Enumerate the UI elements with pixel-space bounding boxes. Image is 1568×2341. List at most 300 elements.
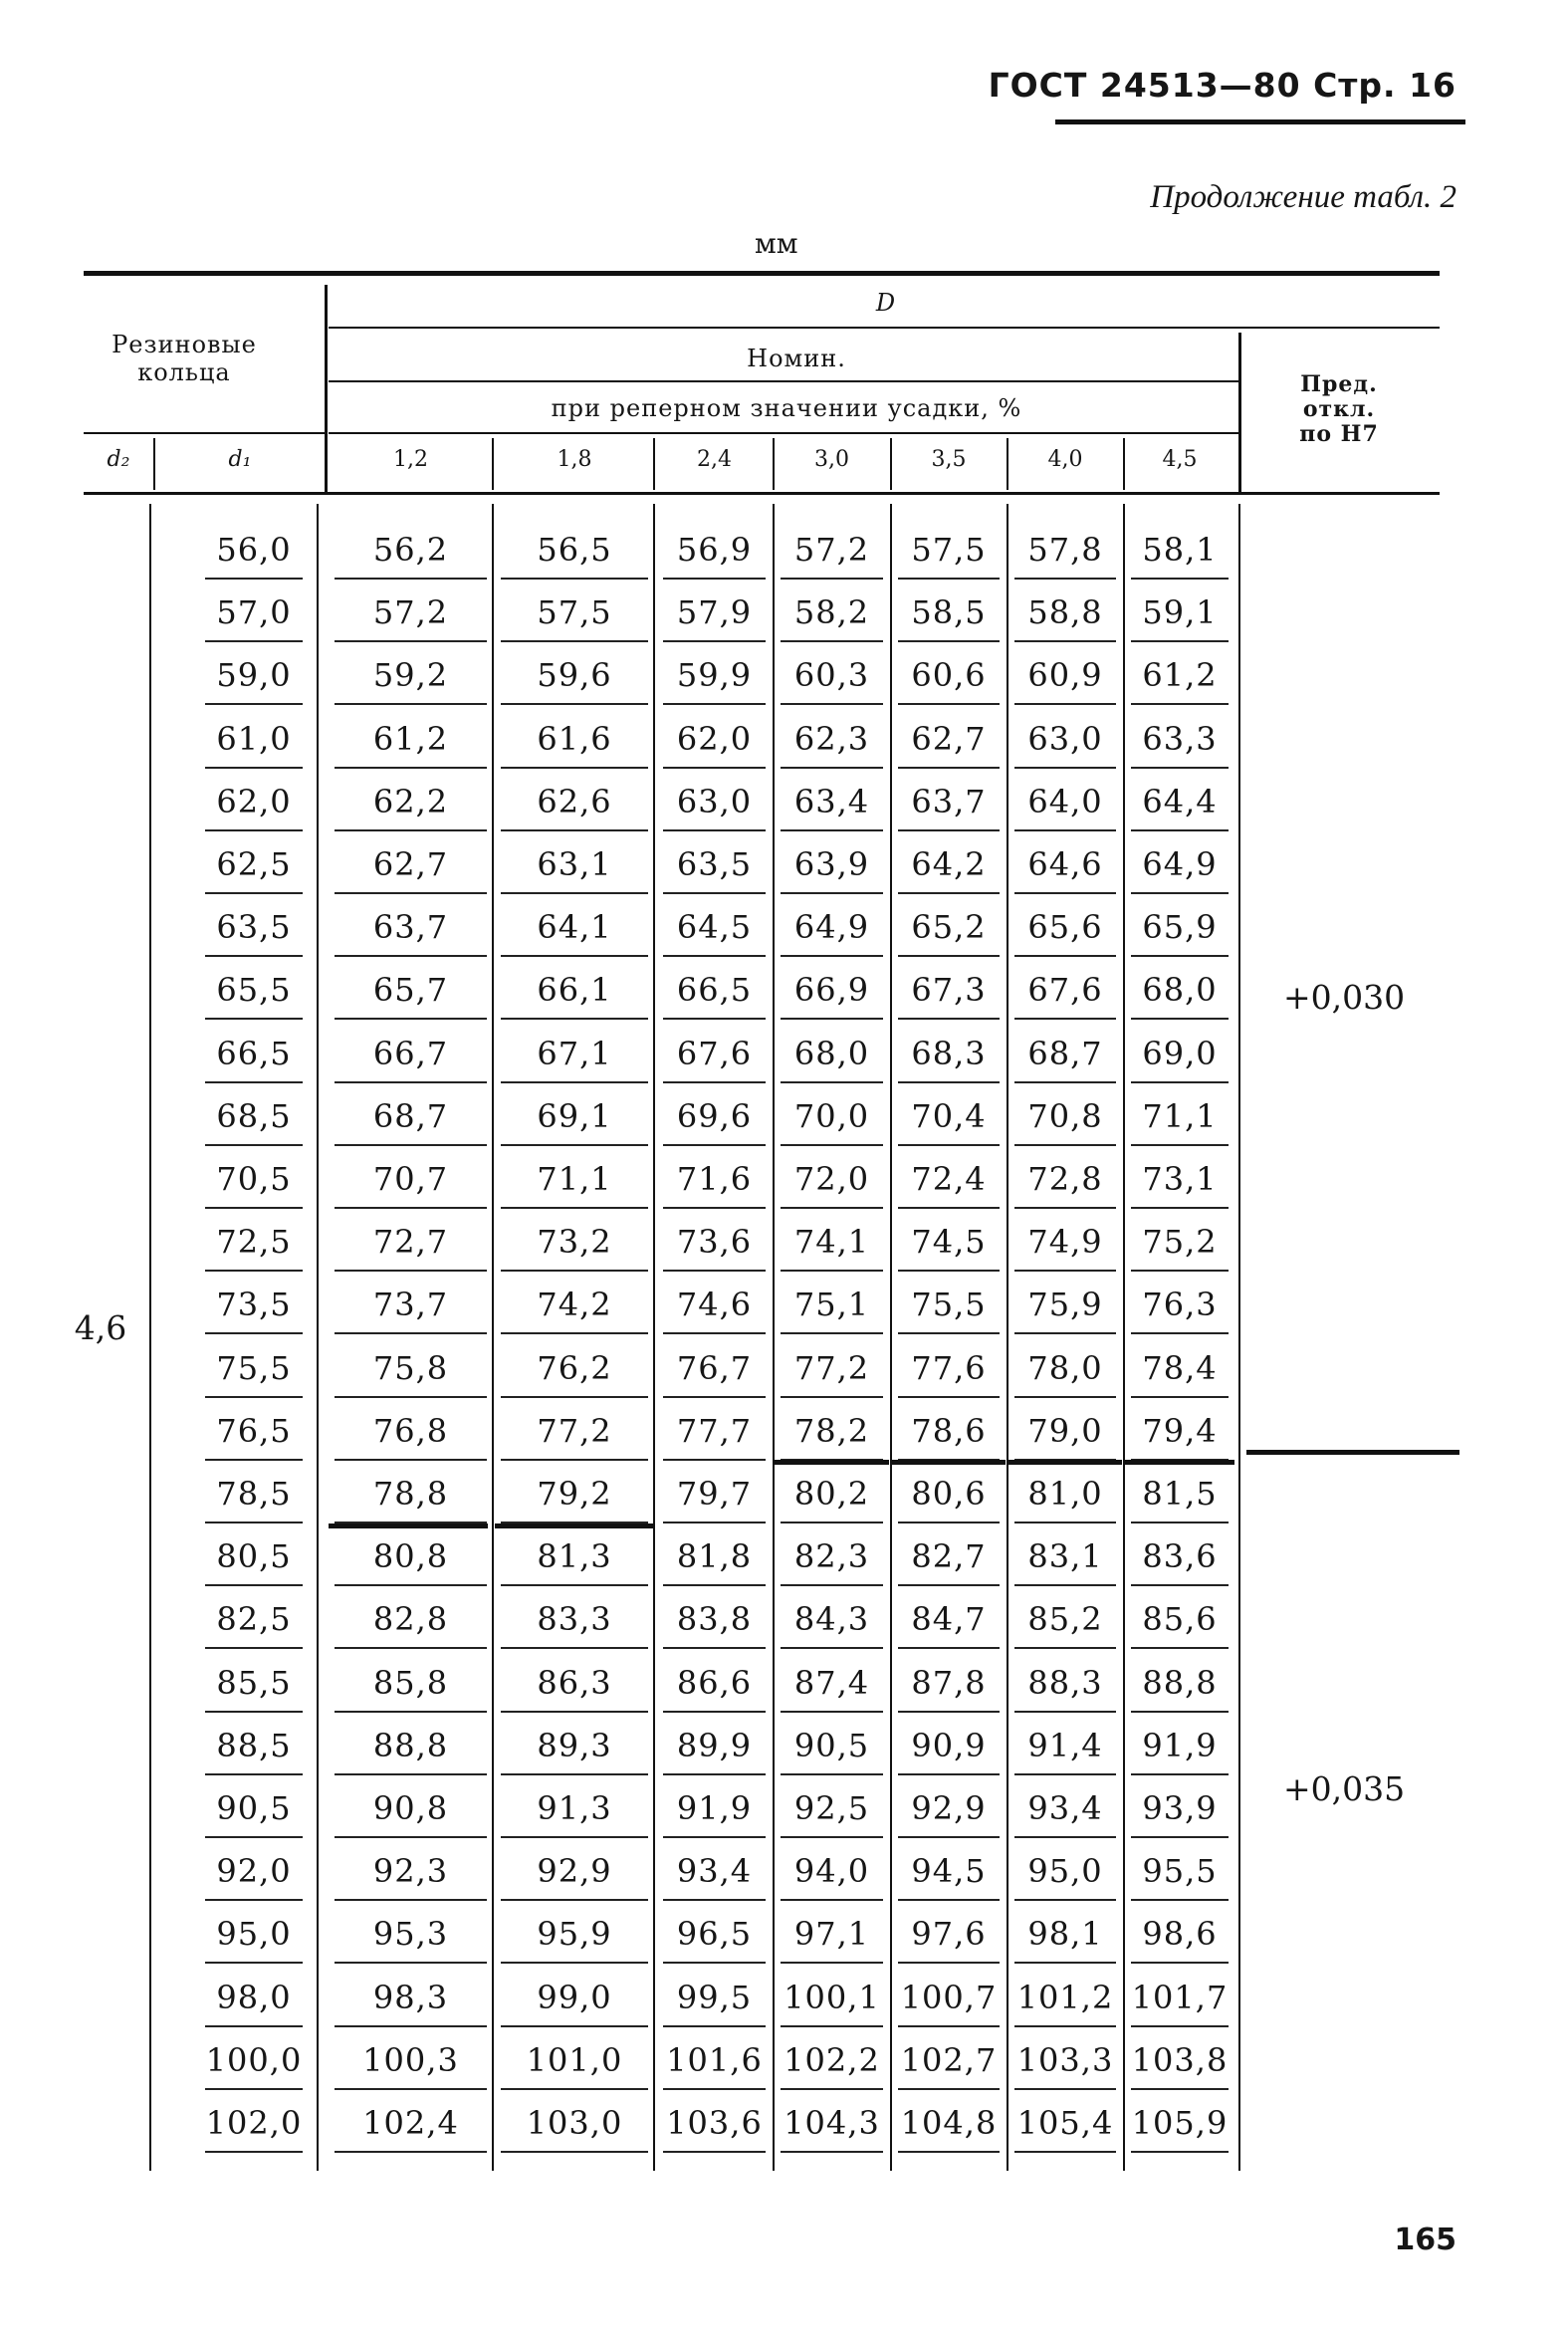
nominal-d-cell: 92,5	[793, 1789, 870, 1827]
column-rule	[317, 504, 319, 2171]
nominal-d-cell: 76,3	[1142, 1286, 1218, 1324]
nominal-d-cell: 84,3	[793, 1600, 870, 1639]
cell-underline	[1131, 1396, 1229, 1398]
nominal-d-cell: 74,5	[911, 1223, 987, 1262]
cell-underline	[1131, 2151, 1229, 2153]
nominal-d-cell: 64,9	[1142, 845, 1218, 883]
cell-underline	[501, 1773, 648, 1775]
cell-underline	[1131, 1522, 1229, 1523]
nominal-d-cell: 57,2	[372, 593, 449, 632]
cell-underline	[1014, 1018, 1116, 1020]
nominal-d-cell: 96,5	[676, 1915, 753, 1954]
nominal-d-cell: 63,0	[1027, 719, 1103, 758]
d1-cell: 80,5	[216, 1537, 292, 1576]
cell-underline	[781, 1207, 883, 1209]
nominal-d-cell: 86,6	[676, 1663, 753, 1702]
nominal-d-cell: 85,2	[1027, 1600, 1103, 1639]
cell-underline	[335, 703, 487, 705]
cell-underline	[663, 955, 766, 957]
cell-underline	[898, 1647, 1000, 1649]
d1-cell: 65,5	[216, 971, 292, 1010]
cell-underline	[205, 703, 303, 705]
cell-underline	[781, 578, 883, 580]
cell-underline	[335, 1081, 487, 1083]
cell-underline	[663, 1773, 766, 1775]
nominal-d-cell: 59,9	[676, 656, 753, 695]
nominal-d-cell: 78,0	[1027, 1348, 1103, 1387]
cell-underline	[335, 2025, 487, 2027]
nominal-d-cell: 85,6	[1142, 1600, 1218, 1639]
cell-underline	[663, 1459, 766, 1461]
nominal-d-cell: 100,7	[900, 1978, 998, 2016]
nominal-d-cell: 77,7	[676, 1411, 753, 1450]
nominal-d-cell: 95,0	[1027, 1852, 1103, 1891]
shrinkage-header-divider	[1007, 438, 1008, 490]
cell-underline	[898, 1396, 1000, 1398]
tolerance-step-line	[495, 1523, 654, 1528]
nominal-d-cell: 98,1	[1027, 1915, 1103, 1954]
cell-underline	[335, 1396, 487, 1398]
cell-underline	[781, 1332, 883, 1334]
shrinkage-header-divider	[1123, 438, 1125, 490]
nominal-d-cell: 68,0	[793, 1034, 870, 1072]
cell-underline	[781, 2025, 883, 2027]
d1-cell: 63,5	[216, 908, 292, 947]
nominal-d-cell: 69,6	[676, 1096, 753, 1135]
cell-underline	[501, 1270, 648, 1272]
nominal-d-cell: 105,9	[1131, 2104, 1229, 2142]
cell-underline	[335, 1836, 487, 1838]
cell-underline	[1131, 2088, 1229, 2090]
cell-underline	[205, 1773, 303, 1775]
cell-underline	[205, 1647, 303, 1649]
cell-underline	[501, 1018, 648, 1020]
cell-underline	[898, 1962, 1000, 1964]
shrinkage-col-header: 1,2	[393, 447, 428, 472]
nominal-d-cell: 70,4	[911, 1096, 987, 1135]
shrinkage-header-divider	[492, 438, 494, 490]
nominal-d-cell: 89,3	[537, 1726, 612, 1764]
cell-underline	[335, 1207, 487, 1209]
nominal-d-cell: 72,0	[793, 1160, 870, 1198]
cell-underline	[1131, 1836, 1229, 1838]
cell-underline	[1131, 1584, 1229, 1586]
cell-underline	[501, 1899, 648, 1901]
cell-underline	[1131, 1144, 1229, 1146]
nominal-d-cell: 69,1	[537, 1096, 612, 1135]
nominal-d-cell: 73,2	[537, 1223, 612, 1262]
cell-underline	[335, 1899, 487, 1901]
cell-underline	[898, 1899, 1000, 1901]
cell-underline	[663, 829, 766, 831]
cell-underline	[501, 578, 648, 580]
nominal-d-cell: 68,7	[1027, 1034, 1103, 1072]
cell-underline	[781, 1144, 883, 1146]
cell-underline	[1131, 955, 1229, 957]
nominal-d-cell: 56,2	[372, 531, 449, 569]
nominal-d-cell: 85,8	[372, 1663, 449, 1702]
cell-underline	[335, 2151, 487, 2153]
cell-underline	[501, 955, 648, 957]
nominal-d-cell: 101,2	[1016, 1978, 1114, 2016]
nominal-d-cell: 61,2	[372, 719, 449, 758]
nominal-d-cell: 57,9	[676, 593, 753, 632]
nominal-d-cell: 98,3	[372, 1978, 449, 2016]
nominal-d-cell: 66,1	[537, 971, 612, 1010]
cell-underline	[663, 2151, 766, 2153]
cell-underline	[663, 1899, 766, 1901]
nominal-d-cell: 68,7	[372, 1096, 449, 1135]
nominal-d-cell: 77,6	[911, 1348, 987, 1387]
nominal-d-cell: 58,2	[793, 593, 870, 632]
nominal-d-cell: 58,1	[1142, 531, 1218, 569]
cell-underline	[1014, 1081, 1116, 1083]
cell-underline	[1014, 1270, 1116, 1272]
cell-underline	[205, 767, 303, 769]
cell-underline	[781, 1647, 883, 1649]
d1-cell: 73,5	[216, 1286, 292, 1324]
d1-cell: 98,0	[216, 1978, 292, 2016]
table-caption: Продолжение табл. 2	[1150, 179, 1456, 215]
cell-underline	[1131, 1899, 1229, 1901]
cell-underline	[898, 2088, 1000, 2090]
cell-underline	[501, 1207, 648, 1209]
tolerance-header: Пред. откл. по Н7	[1299, 371, 1379, 447]
cell-underline	[1014, 1711, 1116, 1713]
rings-underline	[84, 432, 325, 434]
cell-underline	[501, 767, 648, 769]
tolerance-step-line	[1125, 1460, 1234, 1465]
cell-underline	[501, 1459, 648, 1461]
header-bottom-rule	[84, 492, 1440, 495]
column-rule	[1238, 504, 1240, 2171]
cell-underline	[335, 640, 487, 642]
tolerance-step-line	[1008, 1460, 1122, 1465]
nominal-d-cell: 59,6	[537, 656, 612, 695]
nominal-d-cell: 65,6	[1027, 908, 1103, 947]
nominal-header: Номин.	[747, 345, 846, 372]
d1-cell: 57,0	[216, 593, 292, 632]
column-rule	[773, 504, 775, 2171]
nominal-d-cell: 92,9	[911, 1789, 987, 1827]
nominal-d-cell: 83,6	[1142, 1537, 1218, 1576]
d1-header: d₁	[228, 447, 252, 472]
nominal-d-cell: 81,5	[1142, 1475, 1218, 1513]
nominal-d-cell: 64,5	[676, 908, 753, 947]
nominal-d-cell: 61,2	[1142, 656, 1218, 695]
cell-underline	[1131, 1081, 1229, 1083]
shrinkage-col-header: 4,0	[1047, 447, 1083, 472]
nominal-d-cell: 63,4	[793, 782, 870, 820]
nominal-d-cell: 80,8	[372, 1537, 449, 1576]
cell-underline	[898, 703, 1000, 705]
cell-underline	[898, 767, 1000, 769]
d1-cell: 100,0	[205, 2040, 303, 2079]
nominal-d-cell: 86,3	[537, 1663, 612, 1702]
d1-cell: 56,0	[216, 531, 292, 569]
nominal-d-cell: 91,9	[676, 1789, 753, 1827]
cell-underline	[205, 892, 303, 894]
cell-underline	[1014, 1396, 1116, 1398]
column-rule	[1007, 504, 1008, 2171]
nominal-d-cell: 77,2	[793, 1348, 870, 1387]
cell-underline	[898, 1773, 1000, 1775]
nominal-d-cell: 68,3	[911, 1034, 987, 1072]
cell-underline	[1131, 578, 1229, 580]
nominal-d-cell: 105,4	[1016, 2104, 1114, 2142]
nominal-d-cell: 78,6	[911, 1411, 987, 1450]
nominal-d-cell: 65,2	[911, 908, 987, 947]
cell-underline	[663, 1332, 766, 1334]
column-rule	[653, 504, 655, 2171]
cell-underline	[205, 1584, 303, 1586]
nominal-d-cell: 62,6	[537, 782, 612, 820]
nominal-d-cell: 92,3	[372, 1852, 449, 1891]
cell-underline	[781, 2088, 883, 2090]
nominal-d-cell: 73,1	[1142, 1160, 1218, 1198]
cell-underline	[781, 1899, 883, 1901]
cell-underline	[1014, 1207, 1116, 1209]
cell-underline	[1014, 1773, 1116, 1775]
nominal-d-cell: 62,3	[793, 719, 870, 758]
cell-underline	[1131, 1207, 1229, 1209]
cell-underline	[663, 1270, 766, 1272]
cell-underline	[335, 1332, 487, 1334]
nominal-d-cell: 72,4	[911, 1160, 987, 1198]
cell-underline	[1131, 1962, 1229, 1964]
nominal-d-cell: 90,8	[372, 1789, 449, 1827]
cell-underline	[335, 2088, 487, 2090]
cell-underline	[205, 1459, 303, 1461]
nominal-d-cell: 81,3	[537, 1537, 612, 1576]
nominal-d-cell: 63,1	[537, 845, 612, 883]
nominal-d-cell: 75,1	[793, 1286, 870, 1324]
nominal-d-cell: 82,7	[911, 1537, 987, 1576]
nominal-d-cell: 66,5	[676, 971, 753, 1010]
nominal-d-cell: 91,3	[537, 1789, 612, 1827]
cell-underline	[781, 892, 883, 894]
d1-cell: 76,5	[216, 1411, 292, 1450]
cell-underline	[335, 1647, 487, 1649]
nominal-d-cell: 74,2	[537, 1286, 612, 1324]
nominal-d-cell: 84,7	[911, 1600, 987, 1639]
column-rule	[890, 504, 892, 2171]
cell-underline	[1131, 1018, 1229, 1020]
cell-underline	[898, 892, 1000, 894]
nominal-d-cell: 62,7	[372, 845, 449, 883]
cell-underline	[781, 1270, 883, 1272]
nominal-d-cell: 92,9	[537, 1852, 612, 1891]
d1-cell: 75,5	[216, 1348, 292, 1387]
nominal-d-cell: 89,9	[676, 1726, 753, 1764]
cell-underline	[663, 1836, 766, 1838]
nominal-d-cell: 67,6	[1027, 971, 1103, 1010]
cell-underline	[781, 955, 883, 957]
cell-underline	[898, 1522, 1000, 1523]
cell-underline	[781, 640, 883, 642]
cell-underline	[501, 829, 648, 831]
nominal-d-cell: 83,3	[537, 1600, 612, 1639]
nominal-d-cell: 66,7	[372, 1034, 449, 1072]
cell-underline	[898, 955, 1000, 957]
rings-header: Резиновые кольца	[112, 331, 257, 386]
nominal-d-cell: 93,9	[1142, 1789, 1218, 1827]
cell-underline	[1014, 703, 1116, 705]
cell-underline	[663, 1711, 766, 1713]
nominal-d-cell: 97,1	[793, 1915, 870, 1954]
cell-underline	[205, 1522, 303, 1523]
cell-underline	[898, 1711, 1000, 1713]
nominal-d-cell: 80,2	[793, 1475, 870, 1513]
cell-underline	[663, 1207, 766, 1209]
nominal-d-cell: 95,5	[1142, 1852, 1218, 1891]
shrinkage-header-divider	[773, 438, 775, 490]
nominal-d-cell: 71,6	[676, 1160, 753, 1198]
d1-cell: 92,0	[216, 1852, 292, 1891]
nominal-d-cell: 64,4	[1142, 782, 1218, 820]
nominal-d-cell: 63,5	[676, 845, 753, 883]
cell-underline	[501, 892, 648, 894]
nominal-d-cell: 66,9	[793, 971, 870, 1010]
d1-cell: 102,0	[205, 2104, 303, 2142]
nominal-d-cell: 67,3	[911, 971, 987, 1010]
nominal-d-cell: 62,7	[911, 719, 987, 758]
cell-underline	[663, 892, 766, 894]
d1-cell: 59,0	[216, 656, 292, 695]
column-rule	[1123, 504, 1125, 2171]
cell-underline	[335, 1584, 487, 1586]
nominal-d-cell: 71,1	[1142, 1096, 1218, 1135]
cell-underline	[1014, 578, 1116, 580]
cell-underline	[781, 1584, 883, 1586]
cell-underline	[1131, 829, 1229, 831]
shrinkage-header-divider	[653, 438, 655, 490]
nominal-d-cell: 73,6	[676, 1223, 753, 1262]
cell-underline	[335, 578, 487, 580]
nominal-d-cell: 75,5	[911, 1286, 987, 1324]
nominal-d-cell: 79,4	[1142, 1411, 1218, 1450]
cell-underline	[205, 1207, 303, 1209]
nominal-d-cell: 78,2	[793, 1411, 870, 1450]
d1-cell: 85,5	[216, 1663, 292, 1702]
nominal-d-cell: 60,6	[911, 656, 987, 695]
nominal-d-cell: 104,8	[900, 2104, 998, 2142]
cell-underline	[501, 1332, 648, 1334]
cell-underline	[1014, 1332, 1116, 1334]
nominal-d-cell: 74,9	[1027, 1223, 1103, 1262]
cell-underline	[501, 2088, 648, 2090]
cell-underline	[1014, 767, 1116, 769]
nominal-d-cell: 101,0	[526, 2040, 623, 2079]
nominal-d-cell: 103,6	[666, 2104, 763, 2142]
cell-underline	[781, 1773, 883, 1775]
cell-underline	[781, 1522, 883, 1523]
nominal-underline	[329, 380, 1240, 382]
cell-underline	[663, 578, 766, 580]
cell-underline	[1014, 1647, 1116, 1649]
nominal-d-cell: 64,9	[793, 908, 870, 947]
cell-underline	[205, 2088, 303, 2090]
cell-underline	[898, 2151, 1000, 2153]
nominal-d-cell: 69,0	[1142, 1034, 1218, 1072]
cell-underline	[663, 1647, 766, 1649]
nominal-d-cell: 79,7	[676, 1475, 753, 1513]
shrinkage-col-header: 2,4	[697, 447, 732, 472]
shrinkage-header-divider	[890, 438, 892, 490]
nominal-d-cell: 93,4	[676, 1852, 753, 1891]
cell-underline	[205, 1144, 303, 1146]
tolerance-separator	[1246, 1450, 1459, 1455]
nominal-d-cell: 82,3	[793, 1537, 870, 1576]
nominal-d-cell: 88,8	[1142, 1663, 1218, 1702]
cell-underline	[663, 1144, 766, 1146]
nominal-d-cell: 90,5	[793, 1726, 870, 1764]
nominal-d-cell: 102,2	[784, 2040, 880, 2079]
shrinkage-underline	[329, 432, 1240, 434]
cell-underline	[501, 1584, 648, 1586]
cell-underline	[205, 1018, 303, 1020]
unit-label: мм	[755, 227, 798, 260]
cell-underline	[335, 1773, 487, 1775]
cell-underline	[898, 1207, 1000, 1209]
nominal-d-cell: 99,5	[676, 1978, 753, 2016]
cell-underline	[335, 1459, 487, 1461]
cell-underline	[663, 1522, 766, 1523]
cell-underline	[781, 1396, 883, 1398]
nominal-d-cell: 90,9	[911, 1726, 987, 1764]
cell-underline	[1131, 767, 1229, 769]
cell-underline	[1131, 2025, 1229, 2027]
nominal-d-cell: 87,8	[911, 1663, 987, 1702]
nominal-d-cell: 57,5	[911, 531, 987, 569]
nominal-d-cell: 68,0	[1142, 971, 1218, 1010]
cell-underline	[663, 1018, 766, 1020]
nominal-d-cell: 100,1	[784, 1978, 880, 2016]
nominal-d-cell: 100,3	[362, 2040, 459, 2079]
nominal-d-cell: 63,9	[793, 845, 870, 883]
cell-underline	[1131, 703, 1229, 705]
nominal-d-cell: 78,8	[372, 1475, 449, 1513]
nominal-d-cell: 78,4	[1142, 1348, 1218, 1387]
nominal-d-cell: 102,4	[362, 2104, 459, 2142]
cell-underline	[335, 955, 487, 957]
d1-cell: 90,5	[216, 1789, 292, 1827]
nominal-d-cell: 63,0	[676, 782, 753, 820]
nominal-d-cell: 64,1	[537, 908, 612, 947]
cell-underline	[781, 767, 883, 769]
cell-underline	[501, 1962, 648, 1964]
nominal-d-cell: 75,9	[1027, 1286, 1103, 1324]
cell-underline	[1014, 2088, 1116, 2090]
nominal-d-cell: 101,6	[666, 2040, 763, 2079]
cell-underline	[663, 2025, 766, 2027]
nominal-d-cell: 62,2	[372, 782, 449, 820]
cell-underline	[898, 1332, 1000, 1334]
cell-underline	[205, 2025, 303, 2027]
cell-underline	[898, 1018, 1000, 1020]
tolerance-step-line	[775, 1460, 889, 1465]
cell-underline	[205, 1270, 303, 1272]
nominal-d-cell: 102,7	[900, 2040, 998, 2079]
cell-underline	[335, 1018, 487, 1020]
cell-underline	[663, 1396, 766, 1398]
cell-underline	[335, 767, 487, 769]
cell-underline	[663, 640, 766, 642]
page-number: 165	[1394, 2223, 1456, 2257]
nominal-d-cell: 74,1	[793, 1223, 870, 1262]
cell-underline	[898, 1081, 1000, 1083]
shrinkage-col-header: 4,5	[1162, 447, 1198, 472]
